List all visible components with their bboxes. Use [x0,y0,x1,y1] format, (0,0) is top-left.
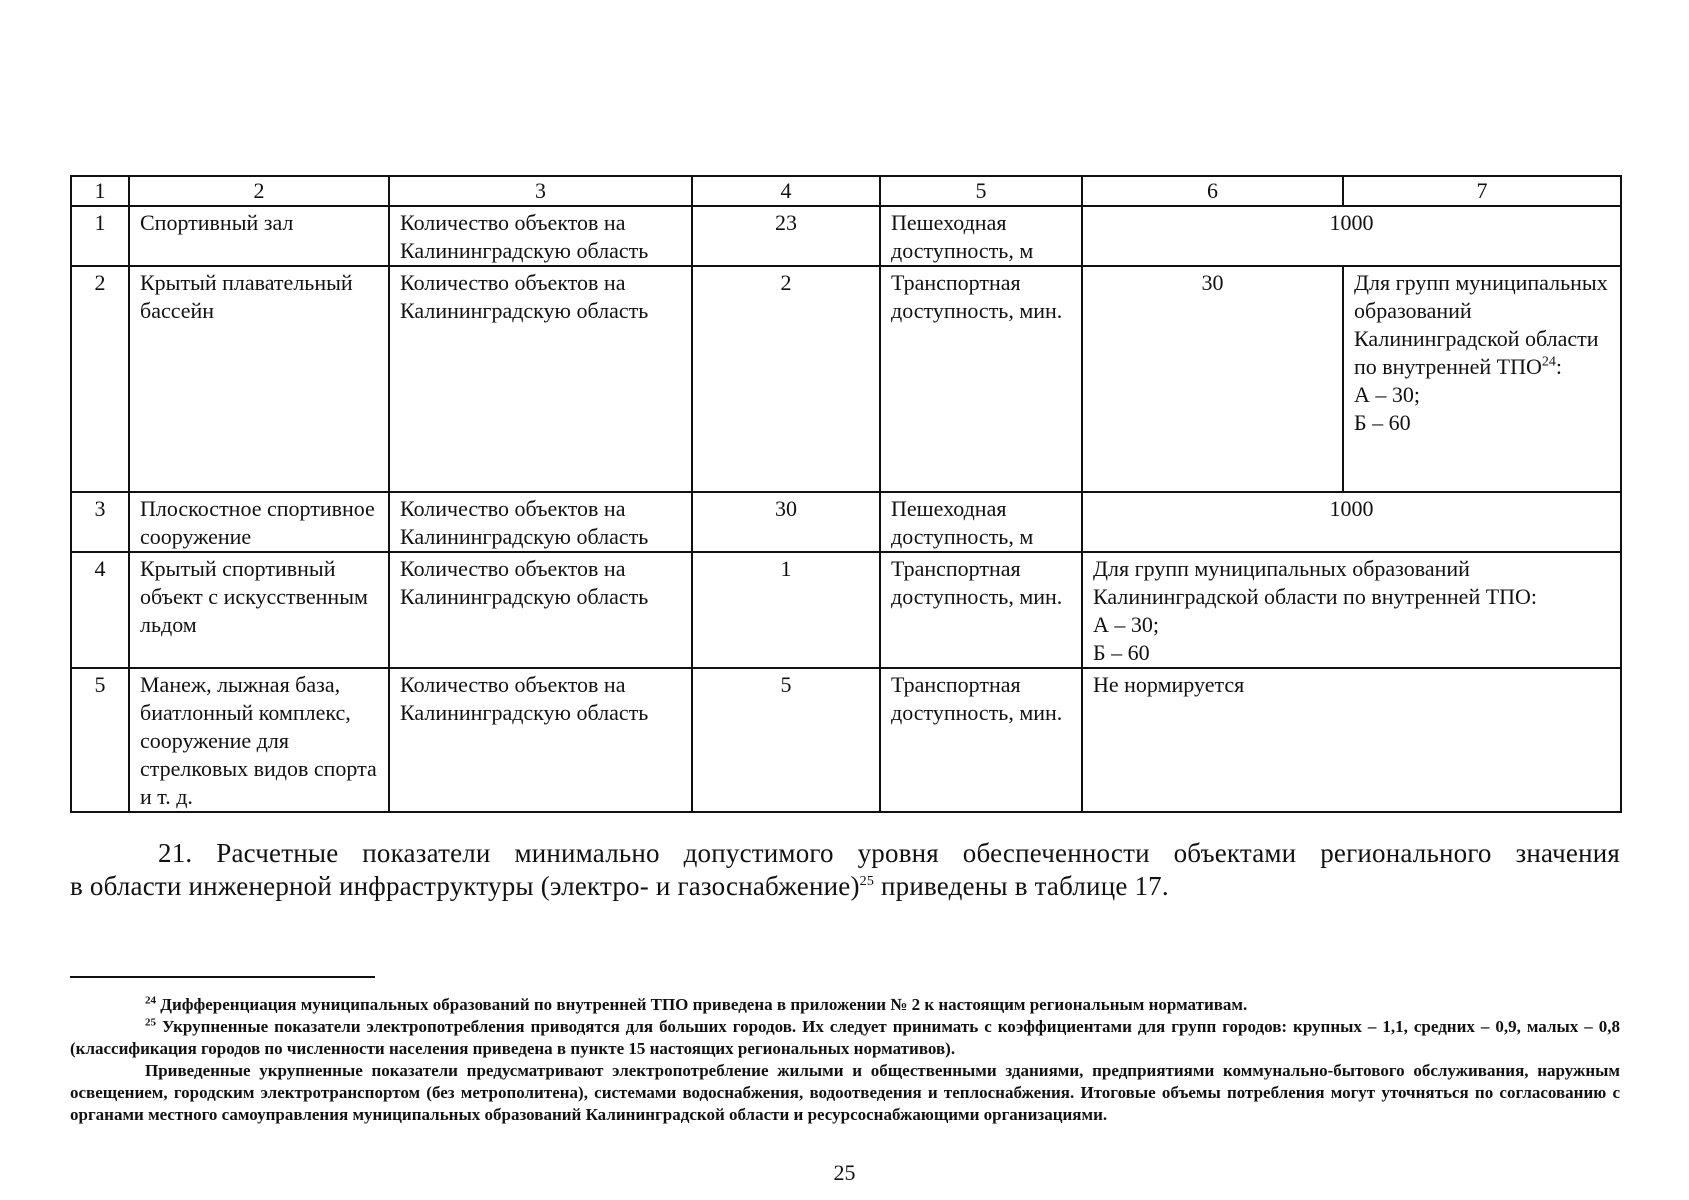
value-cell: 1 [692,552,880,668]
header-cell: 6 [1082,176,1343,206]
row-number: 5 [71,668,129,812]
norm-cell: Не нормируется [1082,668,1621,812]
footnote-separator [70,976,375,978]
indicator-cell: Количество объектов на Калининградскую область [389,206,692,266]
norm-cell: 1000 [1082,206,1621,266]
footnote-25-continuation: Приведенные укрупненные показатели предусматривают электропотребление жилыми и общественными зданиями, предприятиями коммунально-бытового обслуживания, наружным освещением, городским электротранспортом (без метрополитена), системами водоснабжения, водоотведения и теплоснабжения. Итоговые объемы потребления могут уточняться по согласованию с органами местного самоуправления муниципальных образований Калининградской области и ресурсоснабжающими организациями. [70,1061,1620,1124]
norm-group-b: Б – 60 [1093,640,1150,665]
value-cell: 5 [692,668,880,812]
table-row [71,492,1621,552]
footnote-ref: 24 [1541,354,1556,370]
access-cell: Транспортная доступность, мин. [880,552,1082,668]
access-cell: Транспортная доступность, мин. [880,266,1082,492]
header-cell: 2 [129,176,389,206]
indicator-cell: Количество объектов на Калининградскую область [389,552,692,668]
norm-note-cell [1343,266,1621,492]
footnotes [70,994,1620,1126]
value-cell: 23 [692,206,880,266]
access-cell: Пешеходная доступность, м [880,492,1082,552]
table-row [71,552,1621,668]
indicator-cell: Количество объектов на Калининградскую область [389,668,692,812]
indicator-cell: Количество объектов на Калининградскую область [389,266,692,492]
row-number: 1 [71,206,129,266]
object-name: Манеж, лыжная база, биатлонный комплекс, сооружение для стрелковых видов спорта и т. д. [129,668,389,812]
object-name: Плоскостное спортивное сооружение [129,492,389,552]
norm-cell: 30 [1082,266,1343,492]
table-row [71,266,1621,492]
header-cell: 1 [71,176,129,206]
norm-cell: 1000 [1082,492,1621,552]
table-row [71,206,1621,266]
table-header-row [71,176,1621,206]
footnote-ref: 25 [859,874,875,889]
row-number: 3 [71,492,129,552]
body-paragraph [70,837,1620,903]
header-cell: 3 [389,176,692,206]
norm-group-a: А – 30; [1093,612,1159,637]
object-name: Спортивный зал [129,206,389,266]
norm-note-colon: : [1555,354,1563,379]
footnote-25 [70,1016,1620,1060]
footnote-text: Укрупненные показатели электропотребления приводятся для больших городов. Их следует принимать с коэффициентами для групп городов: крупных – 1,1, средних – 0,9, малых – 0,8 (классификация городов по численности населения приведена в пункте 15 настоящих региональных нормативов). [70,1017,1620,1058]
object-name: Крытый спортивный объект с искусственным льдом [129,552,389,668]
norms-table [70,175,1622,813]
footnote-text: Дифференциация муниципальных образований по внутренней ТПО приведена в приложении № 2 к настоящим региональным нормативам. [156,995,1248,1014]
footnote-mark: 25 [145,1016,156,1029]
norm-cell [1082,552,1621,668]
access-cell: Пешеходная доступность, м [880,206,1082,266]
header-cell: 5 [880,176,1082,206]
paragraph-line [70,870,1620,903]
indicator-cell: Количество объектов на Калининградскую область [389,492,692,552]
paragraph-text: приведены в таблице 17. [874,871,1169,901]
norm-group-a: А – 30; [1354,382,1420,407]
footnote-24 [70,994,1620,1016]
footnote-mark: 24 [145,994,156,1007]
norm-group-b: Б – 60 [1354,410,1411,435]
page-number: 25 [833,1160,856,1185]
header-cell: 7 [1343,176,1621,206]
value-cell: 30 [692,492,880,552]
norm-note-text: Для групп муниципальных образований Калининградской области по внутренней ТПО [1354,270,1608,379]
paragraph-line: 21. Расчетные показатели минимально допустимого уровня обеспеченности объектами регионального значения [158,838,1620,868]
value-cell: 2 [692,266,880,492]
row-number: 4 [71,552,129,668]
paragraph-text: в области инженерной инфраструктуры (электро- и газоснабжение) [70,871,860,901]
row-number: 2 [71,266,129,492]
header-cell: 4 [692,176,880,206]
object-name: Крытый плавательный бассейн [129,266,389,492]
norm-note-text: Для групп муниципальных образований Калининградской области по внутренней ТПО: [1093,556,1538,609]
table-row [71,668,1621,812]
access-cell: Транспортная доступность, мин. [880,668,1082,812]
